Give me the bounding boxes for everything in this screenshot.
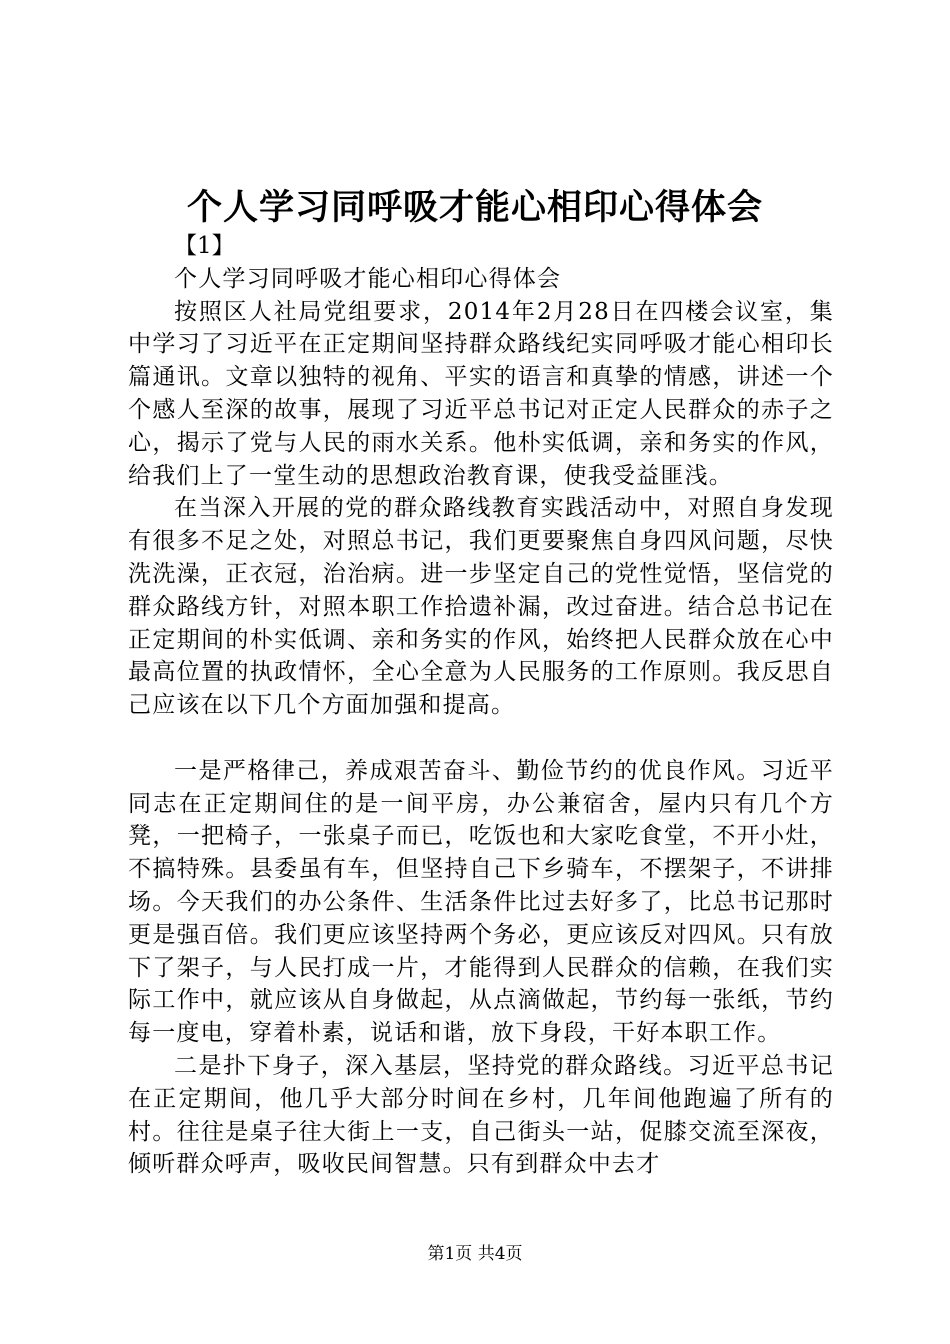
page-footer: 第1页 共4页 xyxy=(427,1244,523,1264)
paragraph-point-one: 一是严格律己，养成艰苦奋斗、勤俭节约的优良作风。习近平同志在正定期间住的是一间平房，办公兼宿舍，屋内只有几个方凳，一把椅子，一张桌子而已，吃饭也和大家吃食堂，不开小灶，不搞特殊。县委虽有车，但坚持自己下乡骑车，不摆架子，不讲排场。今天我们的办公条件、生活条件比过去好多了，比总书记那时更是强百倍。我们更应该坚持两个务必，更应该反对四风。只有放下了架子，与人民打成一片，才能得到人民群众的信赖，在我们实际工作中，就应该从自身做起，从点滴做起，节约每一张纸，节约每一度电，穿着朴素，说话和谐，放下身段，干好本职工作。 xyxy=(128,757,834,1047)
paragraph-point-two: 二是扑下身子，深入基层，坚持党的群众路线。习近平总书记在正定期间，他几乎大部分时间在乡村，几年间他跑遍了所有的村。往往是桌子往大街上一支，自己街头一站，促膝交流至深夜，倾听群众呼声，吸收民间智慧。只有到群众中去才 xyxy=(128,1052,834,1178)
document-body xyxy=(128,230,834,1181)
document-title: 个人学习同呼吸才能心相印心得体会 xyxy=(186,187,763,228)
paragraph-spacer xyxy=(128,722,834,755)
paragraph-reflection: 在当深入开展的党的群众路线教育实践活动中，对照自身发现有很多不足之处，对照总书记，我们更要聚焦自身四风问题，尽快洗洗澡，正衣冠，治治病。进一步坚定自己的党性觉悟，坚信党的群众路线方针，对照本职工作拾遗补漏，改过奋进。结合总书记在正定期间的朴实低调、亲和务实的作风，始终把人民群众放在心中最高位置的执政情怀，全心全意为人民服务的工作原则。我反思自己应该在以下几个方面加强和提高。 xyxy=(128,495,834,719)
section-marker: 【1】 xyxy=(174,233,235,259)
paragraph-intro: 按照区人社局党组要求，2014年2月28日在四楼会议室，集中学习了习近平在正定期间坚持群众路线纪实同呼吸才能心相印长篇通讯。文章以独特的视角、平实的语言和真挚的情感，讲述一个个感人至深的故事，展现了习近平总书记对正定人民群众的赤子之心，揭示了党与人民的雨水关系。他朴实低调，亲和务实的作风，给我们上了一堂生动的思想政治教育课，使我受益匪浅。 xyxy=(128,298,834,489)
document-subtitle: 个人学习同呼吸才能心相印心得体会 xyxy=(174,265,562,292)
